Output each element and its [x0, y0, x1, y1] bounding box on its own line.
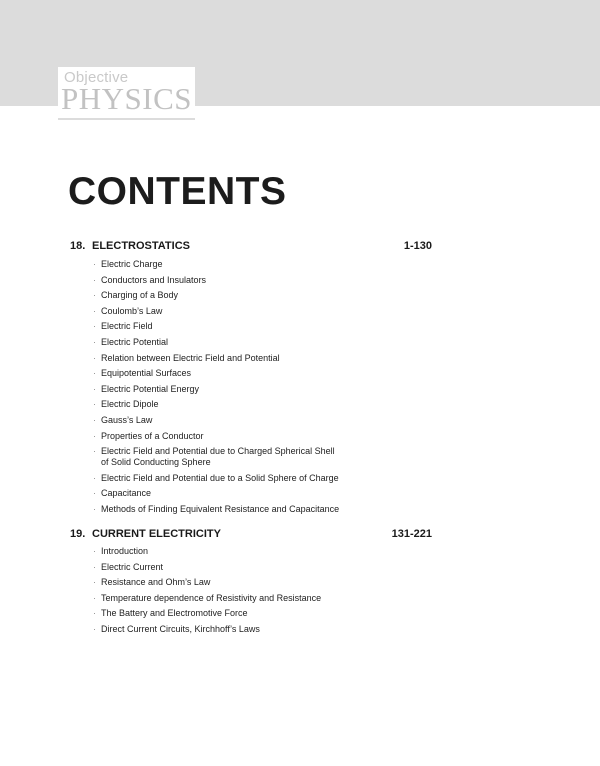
- chapter-topic-list-18: [93, 259, 341, 520]
- chapter-title: CURRENT ELECTRICITY: [92, 528, 221, 540]
- topic-label: Introduction: [101, 546, 149, 556]
- bullet-icon: ·: [93, 592, 96, 603]
- topic-label: Temperature dependence of Resistivity and Resistance: [101, 592, 322, 603]
- topic-item: [93, 430, 341, 442]
- topic-item: [93, 414, 341, 426]
- topic-item: [93, 321, 341, 332]
- bullet-icon: ·: [93, 503, 96, 514]
- topic-label: Equipotential Surfaces: [101, 368, 192, 379]
- topic-item: [93, 577, 341, 588]
- topic-item: [93, 399, 341, 410]
- topic-label: Relation between Electric Field and Potential: [101, 352, 280, 363]
- topic-label: Resistance and Ohm’s Law: [101, 577, 211, 588]
- topic-label: The Battery and Electromotive Force: [101, 608, 248, 619]
- chapter-title: ELECTROSTATICS: [92, 240, 190, 252]
- topic-item: [93, 274, 341, 286]
- topic-item: [93, 488, 341, 499]
- bullet-icon: ·: [93, 414, 96, 425]
- topic-item: [93, 446, 341, 468]
- topic-label: Coulomb’s Law: [101, 305, 163, 316]
- topic-label: Methods of Finding Equivalent Resistance and Capacitance: [101, 503, 340, 514]
- topic-label: Gauss’s Law: [101, 414, 153, 425]
- bullet-icon: ·: [93, 577, 96, 588]
- topic-item: [93, 546, 341, 557]
- bullet-icon: ·: [93, 321, 96, 332]
- topic-item: [93, 352, 341, 364]
- chapter-page-range: 1-130: [403, 240, 432, 252]
- topic-item: [93, 290, 341, 301]
- topic-label: Direct Current Circuits, Kirchhoff’s Laws: [101, 623, 260, 634]
- topic-label: Electric Field and Potential due to a Solid Sphere of Charge: [101, 472, 339, 483]
- bullet-icon: ·: [93, 336, 96, 347]
- topic-item: [93, 592, 341, 604]
- topic-item: [93, 259, 341, 270]
- topic-label: Capacitance: [101, 488, 152, 499]
- page-title: CONTENTS: [68, 170, 287, 213]
- bullet-icon: ·: [93, 561, 96, 572]
- bullet-icon: ·: [93, 488, 96, 499]
- chapter-number: 19.: [70, 528, 86, 540]
- chapter-topic-list-19: [93, 546, 341, 640]
- topic-label: Electric Current: [101, 561, 164, 572]
- topic-item: [93, 561, 341, 573]
- topic-item: [93, 383, 341, 395]
- logo-subtitle: Objective: [64, 69, 129, 86]
- topic-label: Electric Field and Potential due to Charged Spherical Shell of Solid Conducting Sphere: [101, 446, 335, 468]
- bullet-icon: ·: [93, 546, 96, 556]
- topic-label: Properties of a Conductor: [101, 430, 204, 441]
- chapter-page-range: 131-221: [391, 528, 432, 540]
- topic-label: Electric Charge: [101, 259, 163, 269]
- chapter-heading-19: [70, 528, 432, 544]
- logo-title: PHYSICS: [61, 81, 192, 116]
- topic-label: Electric Potential: [101, 336, 169, 347]
- chapter-heading-18: [70, 240, 432, 256]
- bullet-icon: ·: [93, 274, 96, 285]
- topic-item: [93, 472, 341, 484]
- bullet-icon: ·: [93, 472, 96, 483]
- topic-label: Electric Potential Energy: [101, 383, 200, 394]
- bullet-icon: ·: [93, 623, 96, 634]
- topic-item: [93, 623, 341, 635]
- logo-underline: [58, 118, 195, 120]
- bullet-icon: ·: [93, 399, 96, 410]
- chapter-number: 18.: [70, 240, 86, 252]
- topic-item: [93, 336, 341, 348]
- bullet-icon: ·: [93, 608, 96, 619]
- bullet-icon: ·: [93, 446, 96, 457]
- bullet-icon: ·: [93, 259, 96, 269]
- bullet-icon: ·: [93, 305, 96, 316]
- topic-item: [93, 305, 341, 317]
- topic-item: [93, 608, 341, 619]
- topic-label: Electric Field: [101, 321, 153, 332]
- topic-label: Electric Dipole: [101, 399, 159, 410]
- book-logo: [58, 67, 195, 121]
- bullet-icon: ·: [93, 430, 96, 441]
- topic-item: [93, 368, 341, 379]
- bullet-icon: ·: [93, 290, 96, 301]
- bullet-icon: ·: [93, 368, 96, 379]
- bullet-icon: ·: [93, 352, 96, 363]
- bullet-icon: ·: [93, 383, 96, 394]
- topic-item: [93, 503, 341, 515]
- topic-label: Conductors and Insulators: [101, 274, 207, 285]
- topic-label: Charging of a Body: [101, 290, 179, 301]
